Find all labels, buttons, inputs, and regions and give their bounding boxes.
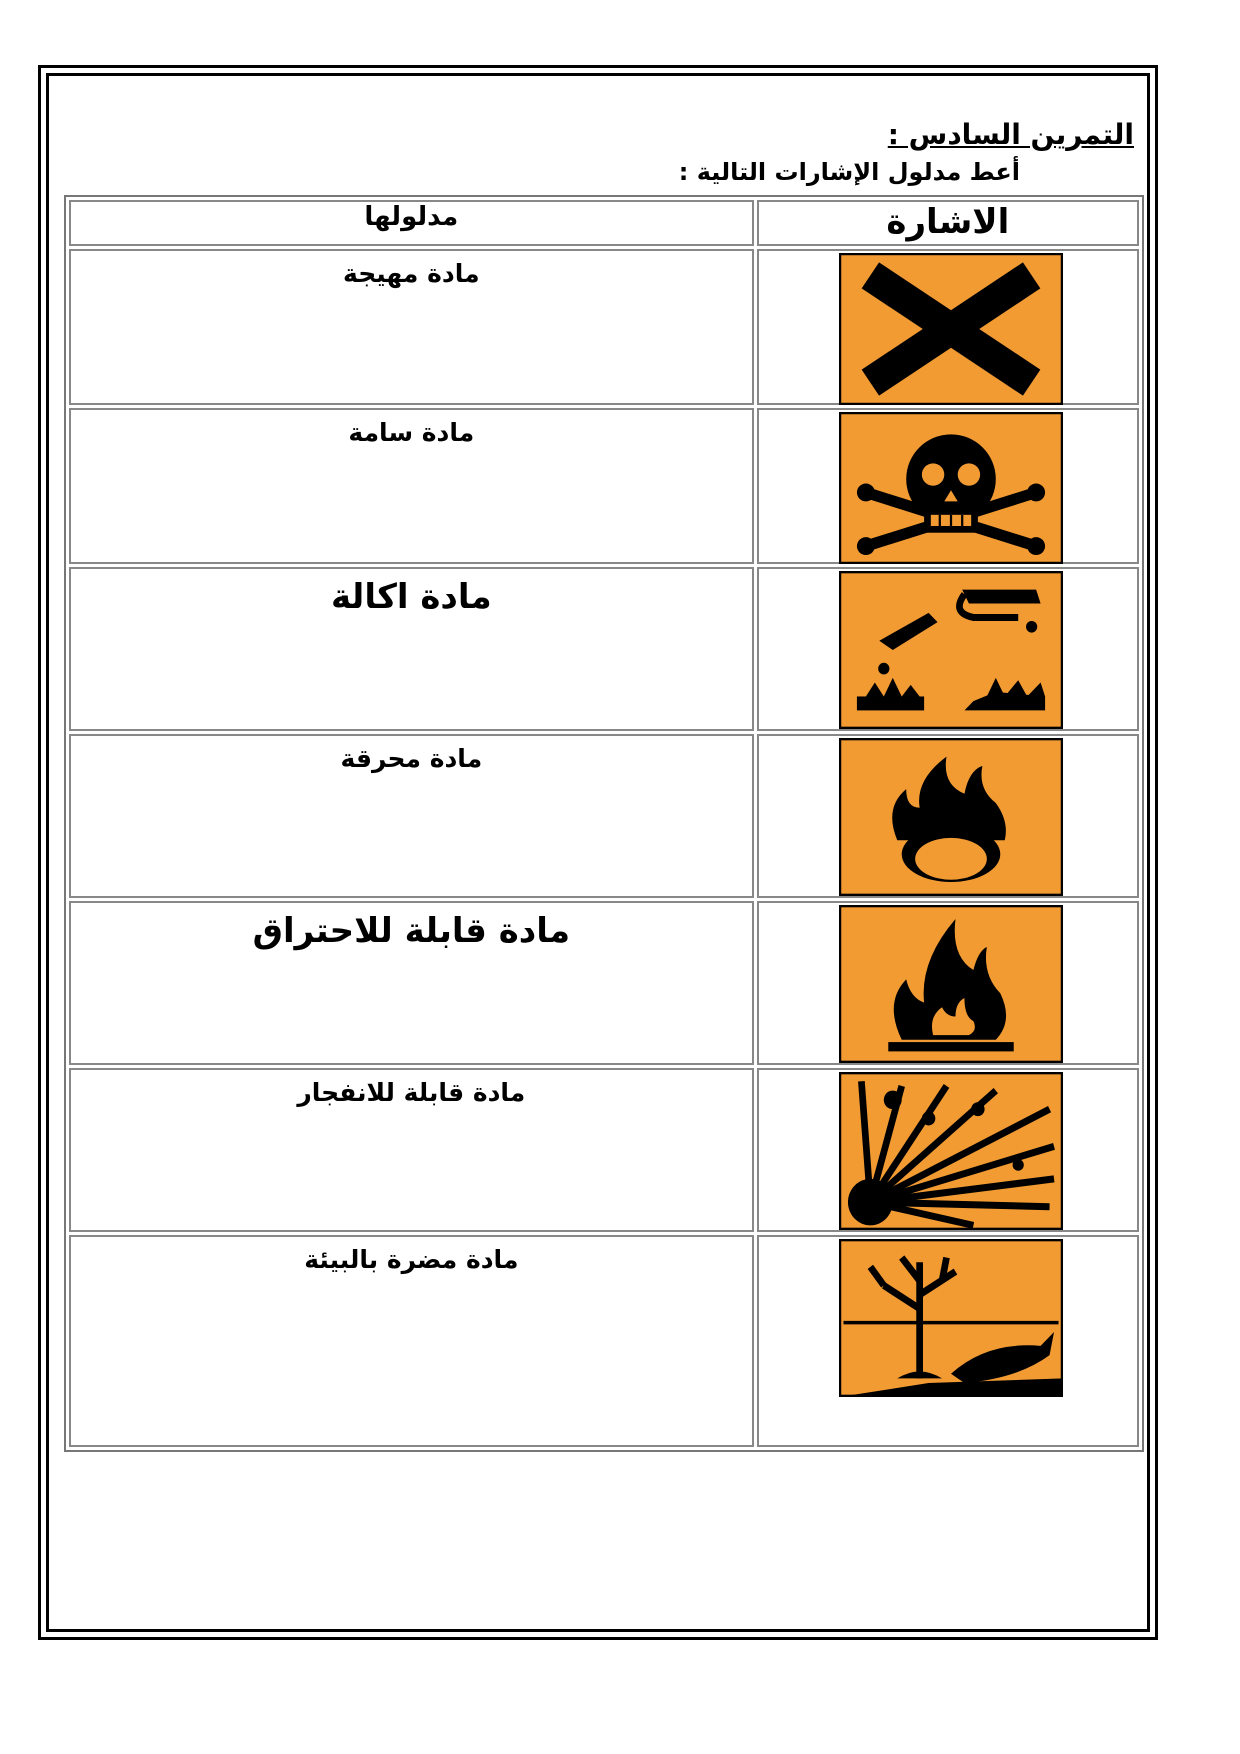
table-row — [69, 1068, 1139, 1232]
meaning-cell: مادة محرقة — [69, 734, 754, 898]
meaning-cell: مادة قابلة للاحتراق — [69, 901, 754, 1065]
exercise-instruction: أعط مدلول الإشارات التالية : — [678, 158, 1020, 186]
table-row — [69, 408, 1139, 564]
table-row — [69, 1235, 1139, 1447]
exploding-bomb-icon — [839, 1072, 1063, 1230]
sign-cell — [757, 1068, 1139, 1232]
meaning-cell: مادة قابلة للانفجار — [69, 1068, 754, 1232]
table-row — [69, 901, 1139, 1065]
header-sign: الاشارة — [757, 200, 1139, 246]
table-header-row — [69, 200, 1139, 246]
skull-crossbones-icon — [839, 412, 1063, 564]
meaning-cell: مادة مهيجة — [69, 249, 754, 405]
irritant-x-icon — [839, 253, 1063, 405]
header-meaning: مدلولها — [69, 200, 754, 246]
corrosive-icon — [839, 571, 1063, 729]
sign-cell — [757, 567, 1139, 731]
meaning-cell: مادة مضرة بالبيئة — [69, 1235, 754, 1447]
table-row — [69, 249, 1139, 405]
table-row — [69, 734, 1139, 898]
flame-icon — [839, 905, 1063, 1063]
sign-cell — [757, 408, 1139, 564]
sign-cell — [757, 901, 1139, 1065]
meaning-cell: مادة اكالة — [69, 567, 754, 731]
table-row — [69, 567, 1139, 731]
sign-cell — [757, 1235, 1139, 1447]
dead-tree-fish-icon — [839, 1239, 1063, 1397]
exercise-title: التمرين السادس : — [887, 118, 1134, 151]
hazard-signs-table — [64, 195, 1144, 1452]
sign-cell — [757, 249, 1139, 405]
sign-cell — [757, 734, 1139, 898]
meaning-cell: مادة سامة — [69, 408, 754, 564]
flame-over-circle-icon — [839, 738, 1063, 896]
